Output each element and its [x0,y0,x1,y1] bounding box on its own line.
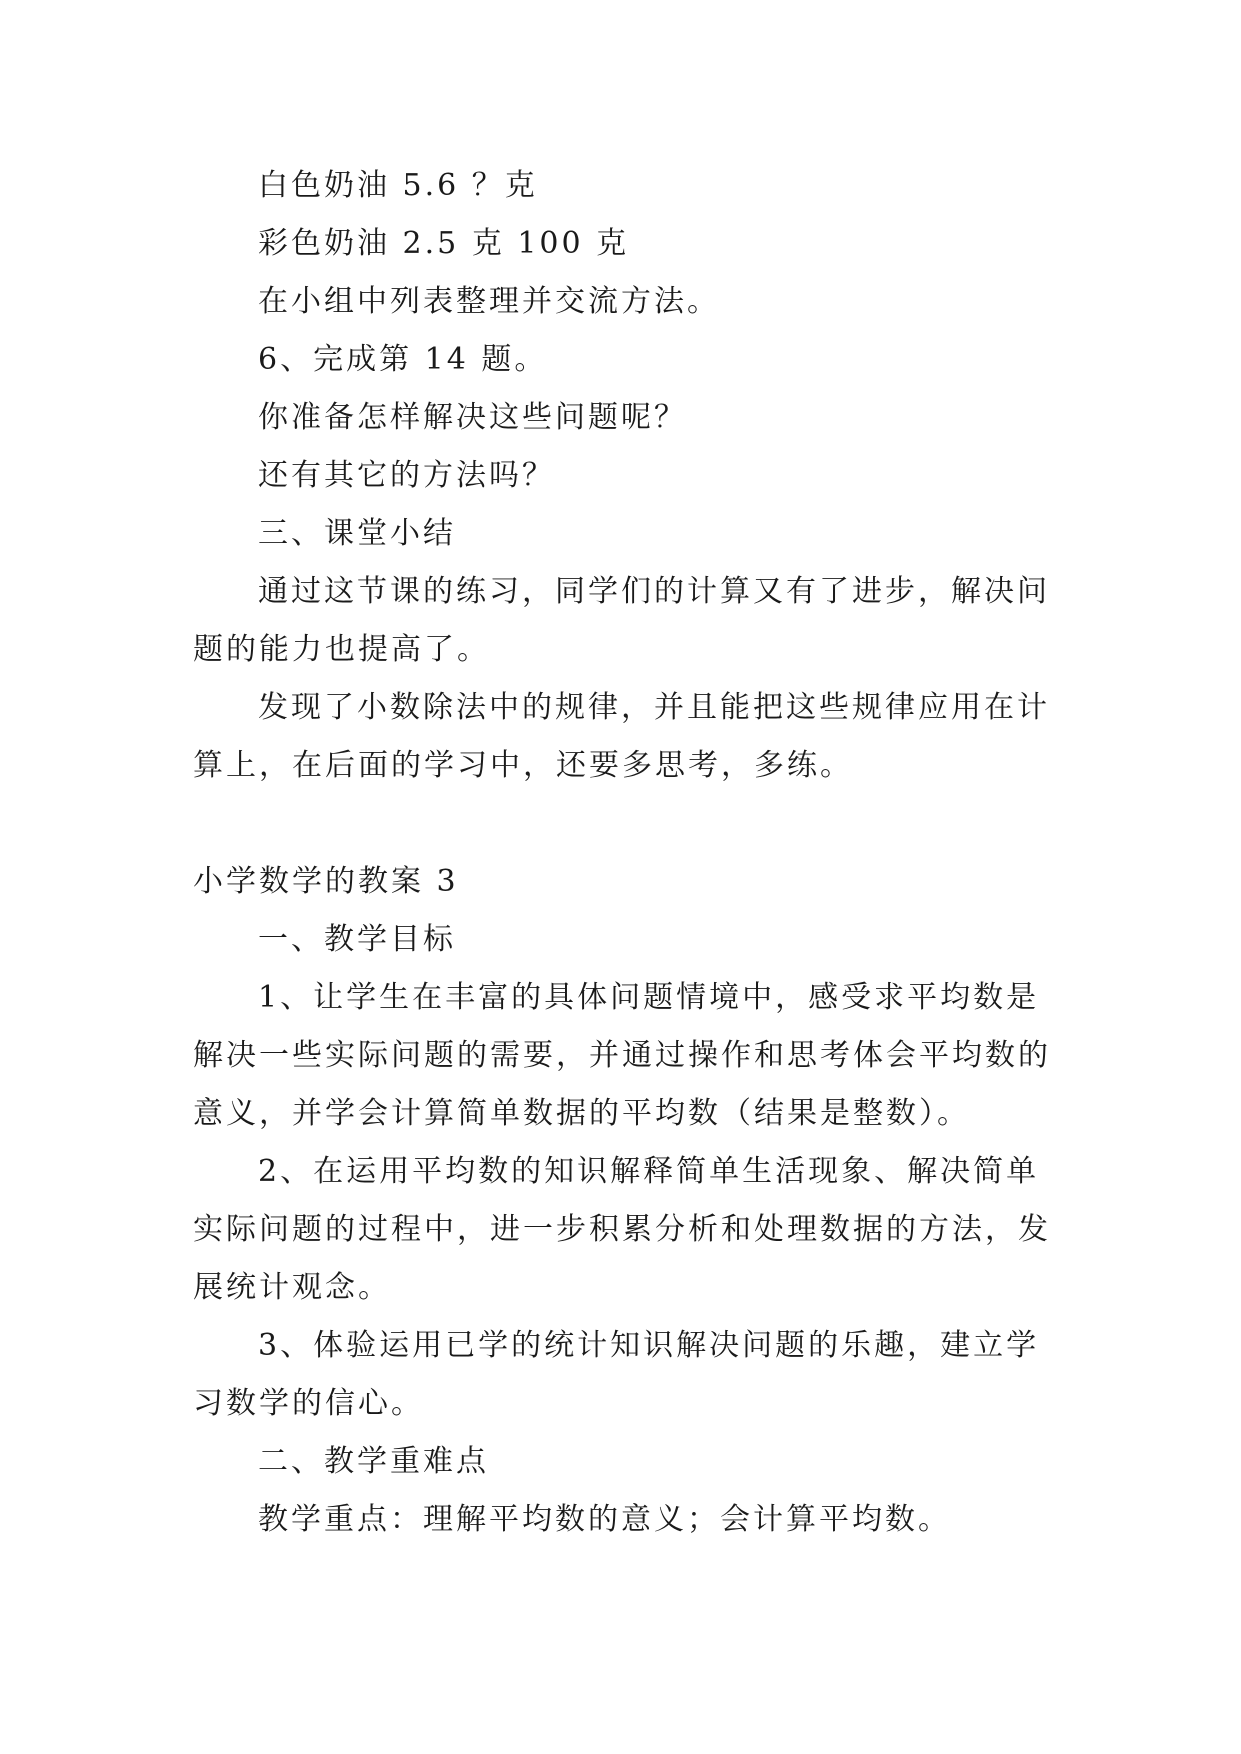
text-line-question-how: 你准备怎样解决这些问题呢？ [258,400,687,435]
paragraph-discovery-line-1: 发现了小数除法中的规律，并且能把这些规律应用在计 [258,690,1050,725]
text-line-other-methods: 还有其它的方法吗？ [258,458,555,493]
text-line-group-table: 在小组中列表整理并交流方法。 [258,284,720,319]
objective-2-line-2: 实际问题的过程中，进一步积累分析和处理数据的方法，发 [193,1212,1051,1247]
paragraph-summary-line-2: 题的能力也提高了。 [193,632,490,667]
objective-3-line-1: 3、体验运用已学的统计知识解决问题的乐趣，建立学 [258,1328,1040,1363]
key-point-line: 教学重点：理解平均数的意义；会计算平均数。 [258,1502,951,1537]
objective-1-line-1: 1、让学生在丰富的具体问题情境中，感受求平均数是 [258,980,1040,1015]
paragraph-discovery-line-2: 算上，在后面的学习中，还要多思考，多练。 [193,748,853,783]
section-heading-summary: 三、课堂小结 [258,516,456,551]
objective-3-line-2: 习数学的信心。 [193,1386,424,1421]
objective-2-line-1: 2、在运用平均数的知识解释简单生活现象、解决简单 [258,1154,1040,1189]
objective-2-line-3: 展统计观念。 [193,1270,391,1305]
objective-1-line-3: 意义，并学会计算简单数据的平均数（结果是整数）。 [193,1096,970,1131]
section-heading-objectives: 一、教学目标 [258,922,456,957]
section-heading-key-points: 二、教学重难点 [258,1444,489,1479]
text-line-exercise-14: 6、完成第 14 题。 [258,342,548,377]
lesson-plan-title: 小学数学的教案 3 [193,864,459,899]
text-line-white-cream: 白色奶油 5.6 ？克 [258,168,538,203]
paragraph-summary-line-1: 通过这节课的练习，同学们的计算又有了进步，解决问 [258,574,1050,609]
objective-1-line-2: 解决一些实际问题的需要，并通过操作和思考体会平均数的 [193,1038,1051,1073]
text-line-color-cream: 彩色奶油 2.5 克 100 克 [258,226,630,261]
